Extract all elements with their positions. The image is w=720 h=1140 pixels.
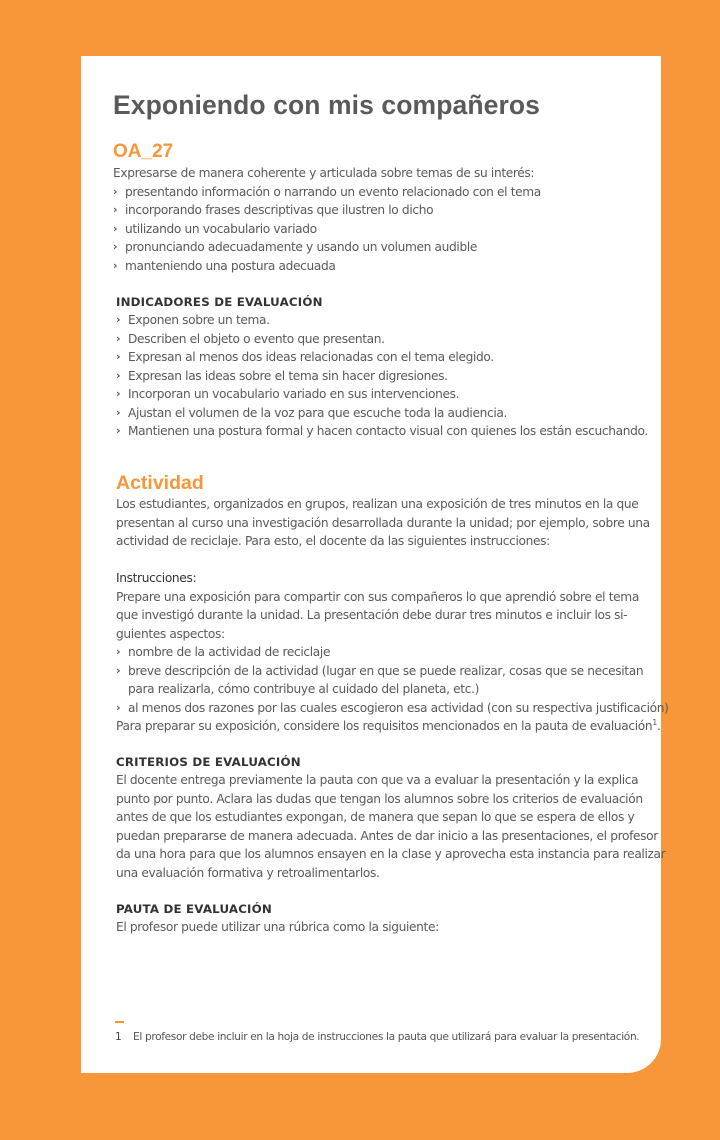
- objective-section: [113, 164, 541, 275]
- list-item: › manteniendo una postura adecuada: [113, 257, 541, 276]
- chevron-right-icon: ›: [116, 405, 121, 419]
- footnote-ref[interactable]: 1: [652, 717, 658, 727]
- indicators-list: [116, 311, 648, 441]
- activity-paragraph: Los estudiantes, organizados en grupos, realizan una exposición de tres minutos en la que presentan al curso una investigación desarrollada durante la unidad; por ejemplo, sobre una actividad de reciclaje. Para esto, el docente da las siguientes instrucciones:: [116, 497, 650, 548]
- chevron-right-icon: ›: [113, 221, 118, 235]
- list-item: › Mantienen una postura formal y hacen contacto visual con quienes los están escuchando.: [116, 422, 648, 441]
- instructions-block: Instrucciones: Prepare una exposición para compartir con sus compañeros lo que aprendió sobre el tema que investigó durante la unidad. La presentación debe durar tres minutos e incluir los si- guientes aspectos: › nombre de la actividad de reciclaje › breve descripción de la actividad (lugar en que se puede realizar, cosas que se necesitan para realizarla, cómo contribuye al cuidado del planeta, etc.) › al menos dos razones por las cuales escogieron esa actividad (con su respectiva justificación) Para preparar su exposición, considere los requisitos mencionados en la pauta de evaluación$^1$.: [116, 569, 669, 736]
- chevron-right-icon: ›: [113, 203, 118, 216]
- document-page: [81, 56, 669, 1073]
- rubric-text: El profesor puede utilizar una rúbrica como la siguiente:: [116, 920, 439, 934]
- criteria-heading: CRITERIOS DE EVALUACIÓN: [116, 755, 301, 769]
- list-item: › Ajustan el volumen de la voz para que escuche toda la audiencia.: [116, 404, 648, 423]
- rubric-section: [116, 900, 439, 937]
- chevron-right-icon: ›: [116, 645, 121, 658]
- closing-sentence: Para preparar su exposición, considere los requisitos mencionados en la pauta de evaluación$^1$.: [116, 717, 661, 733]
- footnote-text: El profesor debe incluir en la hoja de instrucciones la pauta que utilizará para evaluar la presentación.: [133, 1031, 640, 1043]
- objective-code: OA_27: [113, 141, 174, 162]
- chevron-right-icon: ›: [113, 184, 118, 198]
- chevron-right-icon: ›: [113, 240, 118, 253]
- chevron-right-icon: ›: [116, 663, 121, 677]
- chevron-right-icon: ›: [116, 331, 121, 345]
- criteria-paragraph: El docente entrega previamente la pauta con que va a evaluar la presentación y la explica punto por punto. Aclara las dudas que tengan los alumnos sobre los criterios de evaluación antes de que los estudiantes expongan, de manera que sepan lo que se espera de ellos y puedan prepararse de manera adecuada. Antes de dar inicio a las presentaciones, el profesor da una hora para que los alumnos ensayen en la clase y aprovecha esta instancia para realizar una evaluación formativa y retroalimentarlos.: [116, 773, 666, 880]
- chevron-right-icon: ›: [116, 387, 121, 400]
- indicators-heading: INDICADORES DE EVALUACIÓN: [116, 295, 323, 309]
- page-title: Exponiendo con mis compañeros: [113, 90, 540, 120]
- indicators-section: [116, 293, 648, 441]
- objective-intro: Expresarse de manera coherente y articulada sobre temas de su interés:: [113, 166, 535, 180]
- list-item: › presentando información o narrando un evento relacionado con el tema: [113, 183, 541, 202]
- criteria-section: [116, 753, 665, 882]
- rubric-heading: PAUTA DE EVALUACIÓN: [116, 902, 272, 916]
- list-item: › al menos dos razones por las cuales escogieron esa actividad (con su respectiva justificación): [116, 699, 669, 718]
- chevron-right-icon: ›: [116, 350, 121, 363]
- list-item: › utilizando un vocabulario variado: [113, 220, 541, 239]
- list-item: › Expresan al menos dos ideas relacionadas con el tema elegido.: [116, 348, 648, 367]
- activity-section: [116, 471, 669, 736]
- footnote-divider: [115, 1021, 124, 1023]
- list-item: › Expresan las ideas sobre el tema sin hacer digresiones.: [116, 367, 648, 386]
- chevron-right-icon: ›: [113, 258, 118, 272]
- footnote-number: 1: [115, 1031, 122, 1043]
- list-item: › nombre de la actividad de reciclaje: [116, 643, 669, 662]
- footnote: [115, 1031, 639, 1043]
- aspects-list: [116, 643, 669, 717]
- list-item: › pronunciando adecuadamente y usando un volumen audible: [113, 238, 541, 257]
- list-item: › Incorporan un vocabulario variado en sus intervenciones.: [116, 385, 648, 404]
- chevron-right-icon: ›: [116, 313, 121, 326]
- instructions-label: Instrucciones:: [116, 571, 197, 585]
- chevron-right-icon: ›: [116, 700, 121, 714]
- list-item: › Exponen sobre un tema.: [116, 311, 648, 330]
- list-item: › breve descripción de la actividad (lugar en que se puede realizar, cosas que se necesitan para realizarla, cómo contribuye al cuidado del planeta, etc.): [116, 663, 644, 696]
- chevron-right-icon: ›: [116, 424, 121, 437]
- objective-list: [113, 183, 541, 276]
- chevron-right-icon: ›: [116, 368, 121, 382]
- activity-heading: Actividad: [116, 472, 204, 494]
- list-item: › incorporando frases descriptivas que ilustren lo dicho: [113, 201, 541, 220]
- list-item: › Describen el objeto o evento que presentan.: [116, 330, 648, 349]
